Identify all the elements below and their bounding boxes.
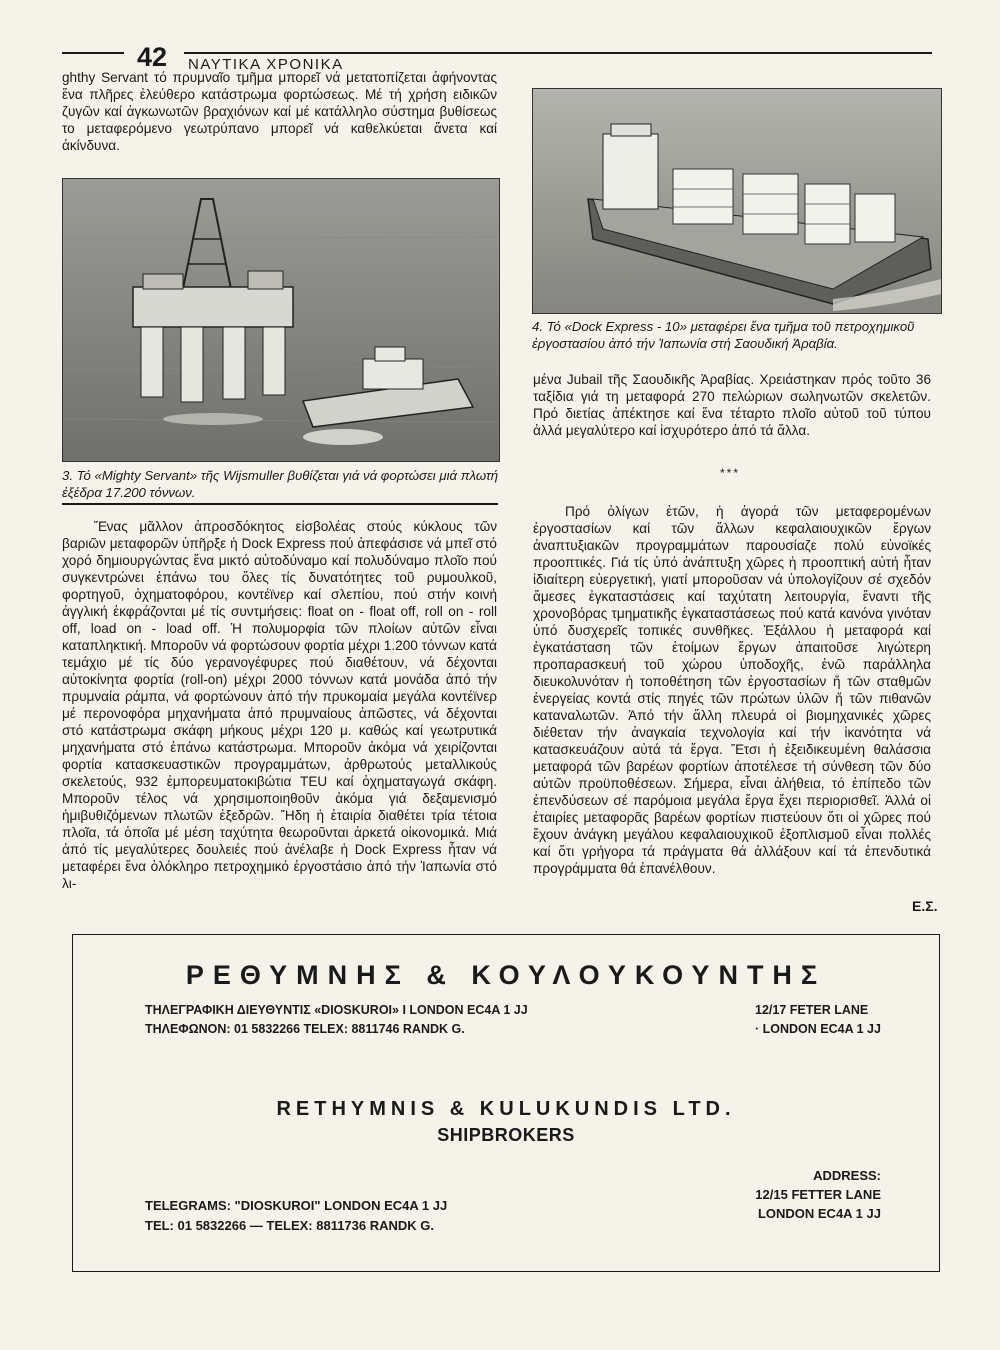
- figure-4-caption: 4. Τό «Dock Express - 10» μεταφέρει ἕνα τμῆμα τοῦ πετροχημικοῦ ἐργοστασίου ἀπό τήν Ἰαπωνία στή Σαουδική Ἀραβία.: [532, 319, 915, 351]
- photo-dock-express: [532, 88, 942, 314]
- ad-title-english: RETHYMNIS & KULUKUNDIS LTD.: [276, 1098, 736, 1120]
- ad-greek-address-1: 12/17 FETER LANE: [755, 1003, 869, 1017]
- header-rule-left: [62, 52, 124, 54]
- ad-subtitle: SHIPBROKERS: [437, 1125, 575, 1145]
- header-rule-right: [184, 52, 932, 54]
- ad-telegrams-line: TELEGRAMS: "DIOSKUROI" LONDON EC4A 1 JJ: [145, 1198, 448, 1213]
- photo-mighty-servant: [62, 178, 500, 462]
- ad-greek-address-2: · LONDON EC4A 1 JJ: [755, 1022, 881, 1036]
- ad-greek-telegraph-line: ΤΗΛΕΓΡΑΦΙΚΗ ΔΙΕΥΘΥΝΤΙΣ «DIOSKUROI» I LONDON EC4A 1 JJ: [145, 1003, 528, 1017]
- right-mid-paragraph: μένα Jubail τῆς Σαουδικῆς Ἀραβίας. Χρειάστηκαν πρός τοῦτο 36 ταξίδια γιά τη μεταφορά 270 πελώριων σωληνωτῶν σκελετῶν. Πρό διετίας ἀπέκτησε καί ἕνα τέταρτο πλοῖο αὐτοῦ τοῦ τύπου ἀλλά μεγαλύτερο καί ἰσχυρότερο ἀπό τά ἄλλα.: [533, 372, 931, 438]
- figure-3-caption: 3. Τό «Mighty Servant» τῆς Wijsmuller βυθίζεται γιά νά φορτώσει μιά πλωτή ἐξέδρα 17.200 τόννων.: [62, 468, 499, 500]
- rig-photo-illustration: [63, 179, 499, 461]
- left-column-main: [62, 518, 497, 892]
- ad-address-line-2: LONDON EC4A 1 JJ: [757, 1206, 881, 1221]
- ad-greek-phone-line: ΤΗΛΕΦΩΝΟΝ: 01 5832266 TELEX: 8811746 RANDK G.: [145, 1022, 465, 1036]
- ad-telephone-line: TEL: 01 5832266 — TELEX: 8811736 RANDK G.: [145, 1218, 435, 1233]
- ad-title-greek: ΡΕΘΥΜΝΗΣ & ΚΟΥΛΟΥΚΟΥΝΤΗΣ: [185, 960, 827, 990]
- right-column-continuation: [533, 371, 931, 439]
- ad-address-label: ADDRESS:: [813, 1168, 881, 1183]
- caption-divider: [62, 503, 498, 505]
- ad-address-line-1: 12/15 FETTER LANE: [755, 1187, 881, 1202]
- right-column-main: [533, 503, 931, 877]
- ship-photo-illustration: [533, 89, 941, 313]
- left-column-intro: [62, 69, 497, 154]
- left-main-paragraph: Ἕνας μᾶλλον ἀπροσδόκητος εἰσβολέας στούς κύκλους τῶν βαριῶν μεταφορῶν ὑπῆρξε ἡ Dock Express πού ἀπεφάσισε νά μπεῖ στό χορό δημιουργώντας ἕνα μικτό αὐτοδύναμο καί πολυδύναμο πλοῖο πού συγκεντρώνει ἐπάνω του ὅλες τίς δυνατότητες τοῦ ρυμουλκοῦ, φορτηγοῦ, ὀχηματοφόρου, κοντέϊνερ καί σλεπίου, πού στήν κοινή ἀγγλική ἐκφράζονται μέ τίς συντμήσεις: float on - float off, roll on - roll off, load on - load off. Ἡ πολυμορφία τῶν πλοίων αὐτῶν εἶναι καταπληκτική. Μποροῦν νά φορτώσουν φορτία μέχρι 1.200 τόννων κατά τεμάχιο μέ τίς δύο γερανογέφυρες πού διαθέτουν, νά δέχονται αὐτοκίνητα φορτία (roll-on) μέχρι 2000 τόννων κατά μονάδα ἀπό τήν πρυμναία ράμπα, νά φορτώνουν ἀπό τήν πρυκομαία μεγάλα κοντέϊνερ μέ περονοφόρα μηχανήματα ἀπό πρυμναίους ἀπῶστες, νά δέχονται στό κατάστρωμα σκάφη μήκους μέχρι 120 μ. καθώς καί γεωτρυτικά μηχανήματα στό ἐπάνω κατάστρωμα. Μποροῦν ἀκόμα νά χειρίζονται φορτία κατασκευαστικῶν προγραμμάτων, ἀρθρωτούς μεταλλικούς σκελετούς, 932 ἐμπορευματοκιβώτια TEU καί ὀχηματαγωγά σκάφη. Μποροῦν τέλος νά χρησιμοποιηθοῦν ἀκόμα γιά δεξαμενισμό ἡμιβυθιζόμενων πλωτῶν ἐξεδρῶν. Ἤδη ἡ ἑταιρία διαθέτει τρία τέτοια πλοῖα, τά ὁποῖα μέ μέση ταχύτητα θεωροῦνται ἀρκετά οἰκονομικά. Μιά ἀπό τίς μεγαλύτερες δουλειές πού ἀνέλαβε ἡ Dock Express ἦταν νά μεταφέρει ἕνα ὁλόκληρο πετροχημικό ἐργοστάσιο ἀπό τήν Ἰαπωνία στό λι-: [62, 519, 497, 891]
- right-main-paragraph: Πρό ὀλίγων ἐτῶν, ἡ ἀγορά τῶν μεταφερομένων ἐργοστασίων καί τῶν ἄλλων κεφαλαιουχικῶν ἔργων ἀναπτυξιακῶν προγραμμάτων παρουσίαζε πολύ εὐνοϊκές προοπτικές. Γιά τίς ὑπό ἀνάπτυξη χῶρες ἡ προοπτική αὐτή ἦταν ἰδιαίτερη εὐεργετική, γιατί μποροῦσαν νά ὑπολογίζουν σέ σχεδόν ἄμεσες ἐγκαταστάσεις καί ταχύτατη λειτουργία, ἔναντι τῆς χρονοβόρας τμηματικῆς ἐγκαταστάσεως πού κατά κανόνα γινόταν ὑπό δυσχερεῖς τοπικές συνθῆκες. Ἐξάλλου ἡ μεταφορά καί ἐγκατάσταση τῶν ἑτοίμων ἔργων ἀπαιτοῦσε λιγώτερη προπαρασκευή τοῦ χώρου ὑποδοχῆς, ἐνῶ παράλληλα διευκολυνόταν ἡ τοποθέτηση τῶν ἐργοστασίων ἤ τῶν σταθμῶν ἐνεργείας κοντά στίς πηγές τῶν πρώτων ὑλῶν ἤ τῶν πιθανῶν καταναλωτῶν. Ἀπό τήν ἄλλη πλευρά οἱ βιομηχανικές χῶρες διέθεταν τήν ἀναγκαία τεχνολογία καί τήν ἱκανότητα νά κατασκευάζουν αὐτά τά ἔργα. Ἔτσι ἡ ἐξειδικευμένη θαλάσσια μεταφορά τῶν βαρέων φορτίων ἀποτέλεσε τή σύνθεση τῶν δύο αὐτῶν προϋποθέσεων. Σήμερα, εἶναι ἀλήθεια, τό ἐπίπεδο τῶν ἐπενδύσεων σέ παρόμοια μεγάλα ἔργα ἔχει περιορισθεῖ. Ἀλλά οἱ ἑταιρίες μεταφορᾶς βαρέων φορτίων πιστεύουν ὅτι οἱ χῶρες πού ἔχουν ἀνάγκη μεγάλου κεφαλαιουχικοῦ ἐξοπλισμοῦ εἶναι πολλές καί ὅτι γρήγορα τά πράγματα θά ἀλλάξουν καί τά ἐπενδυτικά προγράμματα θά ἐπανέλθουν.: [533, 504, 931, 876]
- section-separator: ***: [720, 466, 741, 480]
- left-intro-paragraph: ghthy Servant τό πρυμναῖο τμῆμα μπορεῖ νά μετατοπίζεται ἀφήνοντας ἕνα πλῆρες ἐλεύθερο κατάστρωμα φορτώσεως. Μέ τή χρήση ειδικῶν ζυγῶν καί ἀγκωνωτῶν βραχιόνων καί μέ κατάλληλο σύστημα βυθίσεως το μεταφερόμενο γεωτρύπανο μπορεῖ νά καθελκύεται ἄνετα καί ἀκίνδυνα.: [62, 70, 497, 153]
- page-number: 42: [137, 42, 168, 72]
- author-signature: Ε.Σ.: [912, 898, 938, 914]
- magazine-title: ΝΑΥΤΙΚΑ ΧΡΟΝΙΚΑ: [188, 56, 344, 73]
- advertisement-box: [72, 934, 940, 1272]
